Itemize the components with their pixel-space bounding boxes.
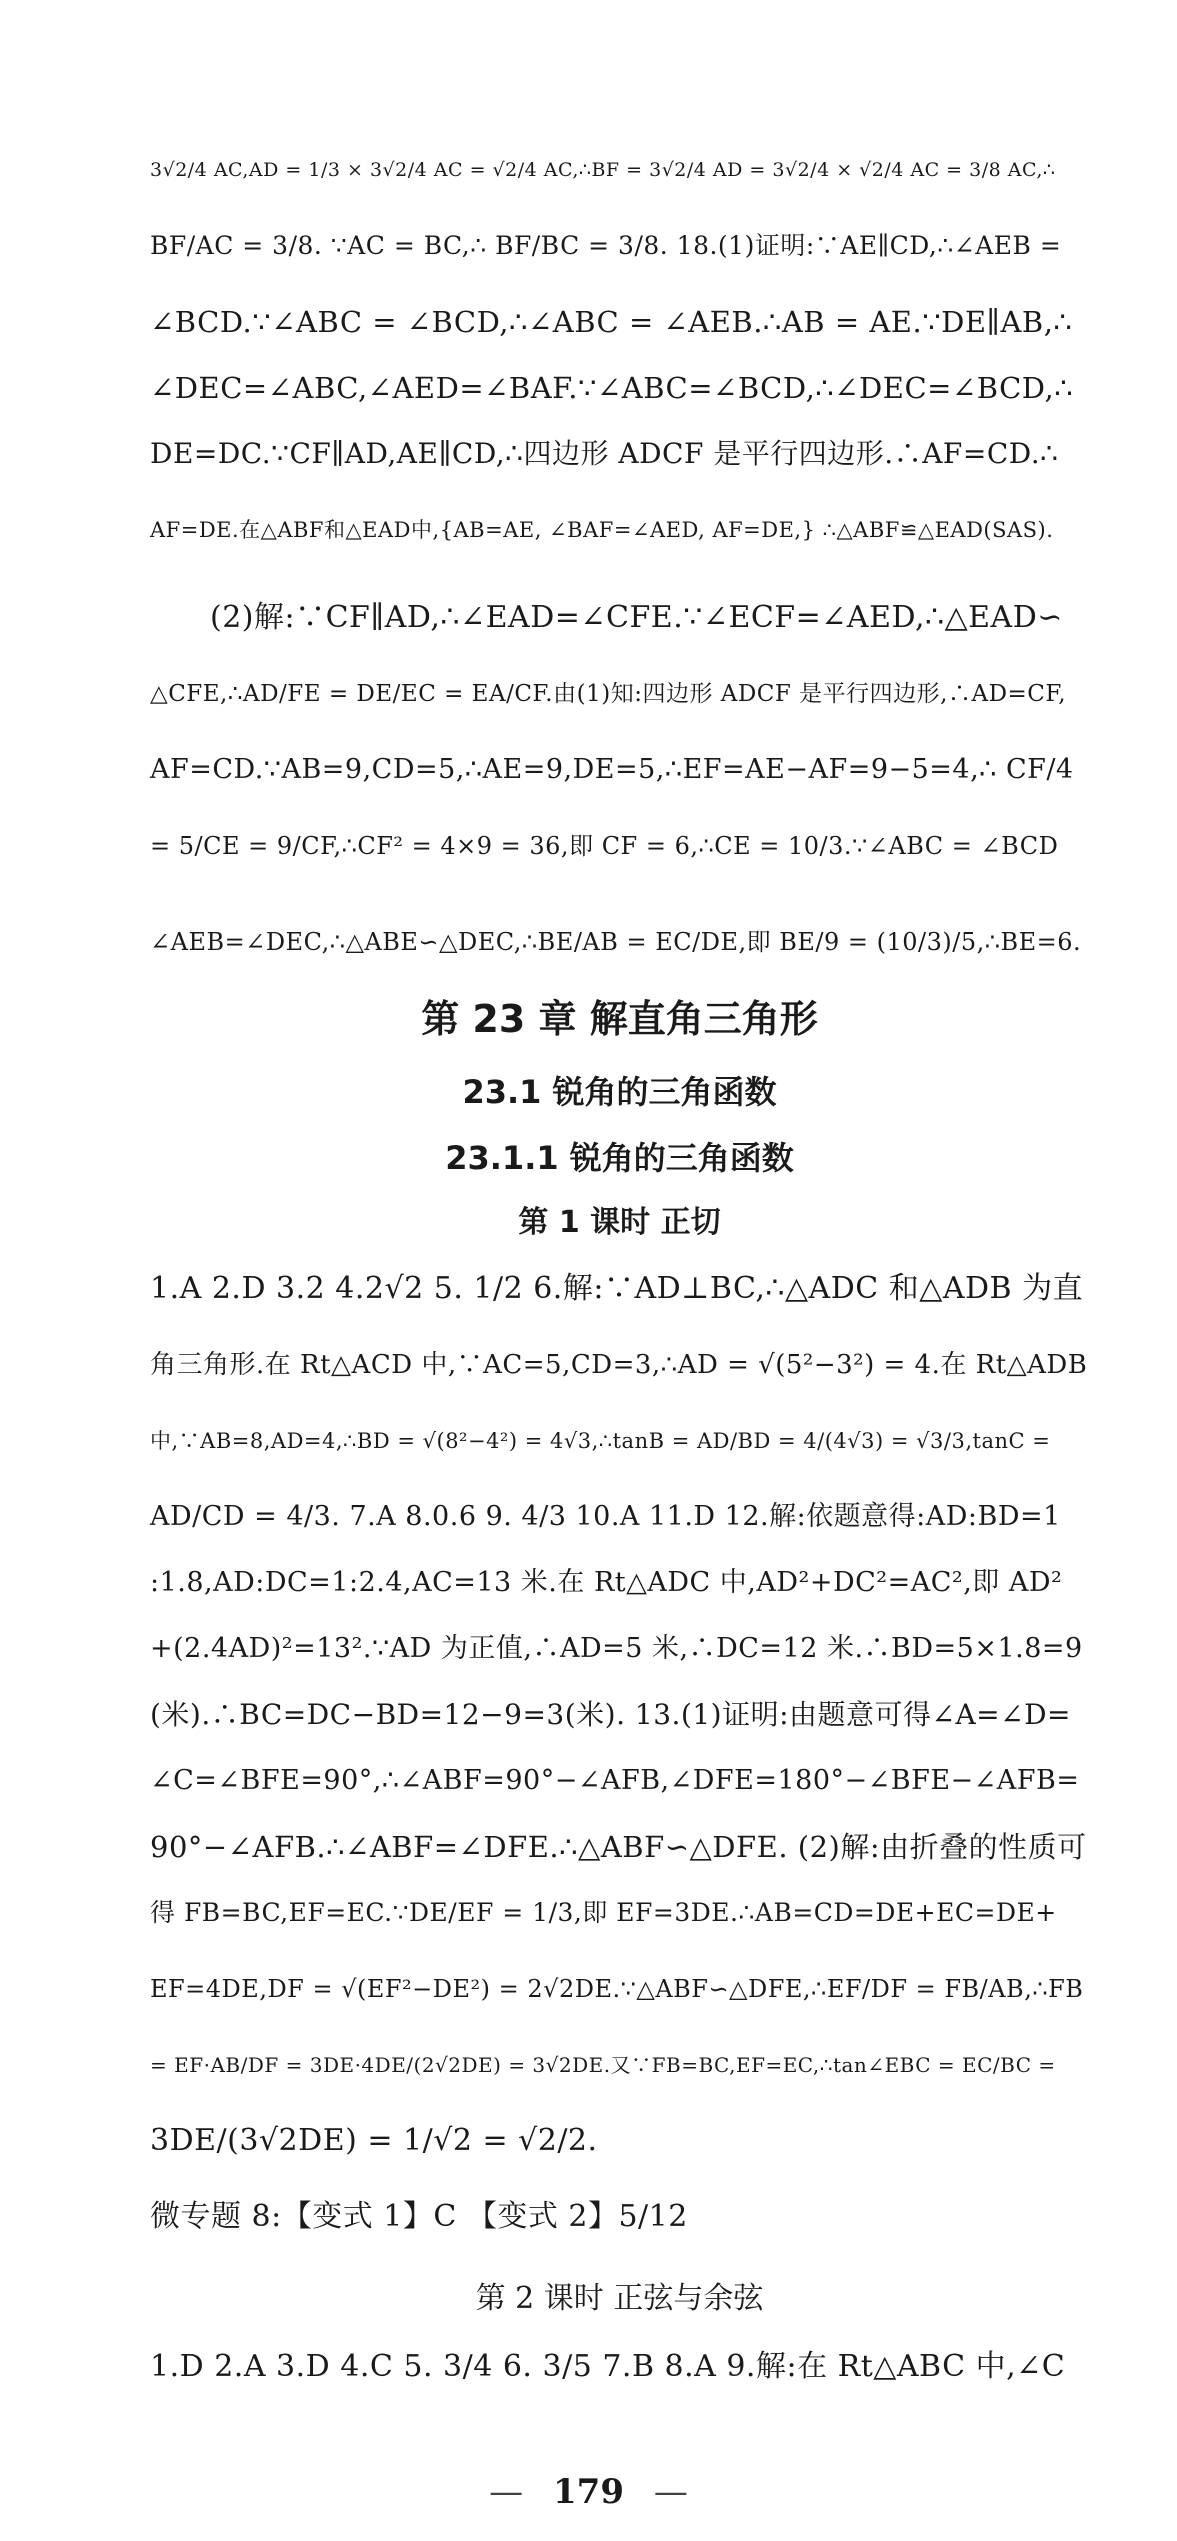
text-line: AF=DE.在△ABF和△EAD中,{AB=AE, ∠BAF=∠AED, AF=DE,} ∴△ABF≌△EAD(SAS). bbox=[150, 518, 1054, 542]
section-title: 23.1 锐角的三角函数 bbox=[462, 1073, 777, 1111]
text-line: ∠AEB=∠DEC,∴△ABE∽△DEC,∴BE/AB = EC/DE,即 BE/9 = (10/3)/5,∴BE=6. bbox=[150, 928, 1082, 956]
solution-block-17-18 bbox=[150, 150, 1089, 550]
footer-dash-left: — bbox=[489, 2472, 524, 2512]
lesson-title: 第 1 课时 正切 bbox=[518, 1205, 721, 1240]
text-line: EF=4DE,DF = √(EF²−DE²) = 2√2DE.∵△ABF∽△DFE,∴EF/DF = FB/AB,∴FB bbox=[150, 1975, 1084, 2003]
text-line: 角三角形.在 Rt△ACD 中,∵AC=5,CD=3,∴AD = √(5²−3²) = 4.在 Rt△ADB bbox=[150, 1350, 1088, 1380]
text-line: DE=DC.∵CF∥AD,AE∥CD,∴四边形 ADCF 是平行四边形.∴AF=CD.∴ bbox=[150, 437, 1059, 470]
text-line: :1.8,AD:DC=1:2.4,AC=13 米.在 Rt△ADC 中,AD²+DC²=AC²,即 AD² bbox=[150, 1567, 1063, 1598]
text-line: AF=CD.∵AB=9,CD=5,∴AE=9,DE=5,∴EF=AE−AF=9−5=4,∴ CF/4 bbox=[150, 754, 1074, 785]
text-line: = 5/CE = 9/CF,∴CF² = 4×9 = 36,即 CF = 6,∴CE = 10/3.∵∠ABC = ∠BCD bbox=[150, 832, 1059, 860]
text-line: BF/AC = 3/8. ∵AC = BC,∴ BF/BC = 3/8. 18.(1)证明:∵AE∥CD,∴∠AEB = bbox=[150, 231, 1062, 260]
text-line: 3√2/4 AC,AD = 1/3 × 3√2/4 AC = √2/4 AC,∴BF = 3√2/4 AD = 3√2/4 × √2/4 AC = 3/8 AC,∴ bbox=[150, 159, 1056, 181]
text-line: ∠DEC=∠ABC,∠AED=∠BAF.∵∠ABC=∠BCD,∴∠DEC=∠BCD,∴ bbox=[150, 371, 1074, 405]
lesson-1-answers bbox=[150, 1269, 1089, 2161]
text-line: AD/CD = 4/3. 7.A 8.0.6 9. 4/3 10.A 11.D 12.解:依题意得:AD:BD=1 bbox=[150, 1501, 1061, 1532]
text-line: ∠BCD.∵∠ABC = ∠BCD,∴∠ABC = ∠AEB.∴AB = AE.∵DE∥AB,∴ bbox=[150, 305, 1073, 339]
footer-dash-right: — bbox=[653, 2472, 688, 2512]
lesson-title: 第 2 课时 正弦与余弦 bbox=[475, 2281, 764, 2316]
text-line: 1.A 2.D 3.2 4.2√2 5. 1/2 6.解:∵AD⊥BC,∴△ADC 和△ADB 为直 bbox=[150, 1271, 1084, 1306]
solution-block-18-2 bbox=[150, 598, 1089, 962]
chapter-title: 第 23 章 解直角三角形 bbox=[421, 997, 818, 1041]
text-line: (米).∴BC=DC−BD=12−9=3(米). 13.(1)证明:由题意可得∠A=∠D= bbox=[150, 1698, 1072, 1731]
micro-topic-answers: 微专题 8:【变式 1】C 【变式 2】5/12 bbox=[150, 2199, 688, 2234]
text-line: +(2.4AD)²=13².∵AD 为正值,∴AD=5 米,∴DC=12 米.∴BD=5×1.8=9 bbox=[150, 1633, 1083, 1664]
page-number: 179 bbox=[553, 2472, 624, 2512]
text-line: 3DE/(3√2DE) = 1/√2 = √2/2. bbox=[150, 2123, 598, 2158]
text-line: = EF·AB/DF = 3DE·4DE/(2√2DE) = 3√2DE.又∵FB=BC,EF=EC,∴tan∠EBC = EC/BC = bbox=[150, 2053, 1056, 2077]
text-line: 1.D 2.A 3.D 4.C 5. 3/4 6. 3/5 7.B 8.A 9.解:在 Rt△ABC 中,∠C bbox=[150, 2349, 1066, 2384]
text-line: 得 FB=BC,EF=EC.∵DE/EF = 1/3,即 EF=3DE.∴AB=CD=DE+EC=DE+ bbox=[150, 1898, 1057, 1927]
page-number-footer bbox=[0, 2472, 1177, 2512]
text-line: △CFE,∴AD/FE = DE/EC = EA/CF.由(1)知:四边形 ADCF 是平行四边形,∴AD=CF, bbox=[150, 681, 1067, 707]
lesson-2-answers bbox=[150, 2347, 1089, 2387]
text-line: ∠C=∠BFE=90°,∴∠ABF=90°−∠AFB,∠DFE=180°−∠BFE−∠AFB= bbox=[150, 1765, 1080, 1796]
text-line: (2)解:∵CF∥AD,∴∠EAD=∠CFE.∵∠ECF=∠AED,∴△EAD∽ bbox=[210, 600, 1063, 635]
text-line: 90°−∠AFB.∴∠ABF=∠DFE.∴△ABF∽△DFE. (2)解:由折叠的性质可 bbox=[150, 1830, 1087, 1864]
text-line: 中,∵AB=8,AD=4,∴BD = √(8²−4²) = 4√3,∴tanB = AD/BD = 4/(4√3) = √3/3,tanC = bbox=[150, 1429, 1051, 1453]
subsection-title: 23.1.1 锐角的三角函数 bbox=[445, 1139, 794, 1177]
